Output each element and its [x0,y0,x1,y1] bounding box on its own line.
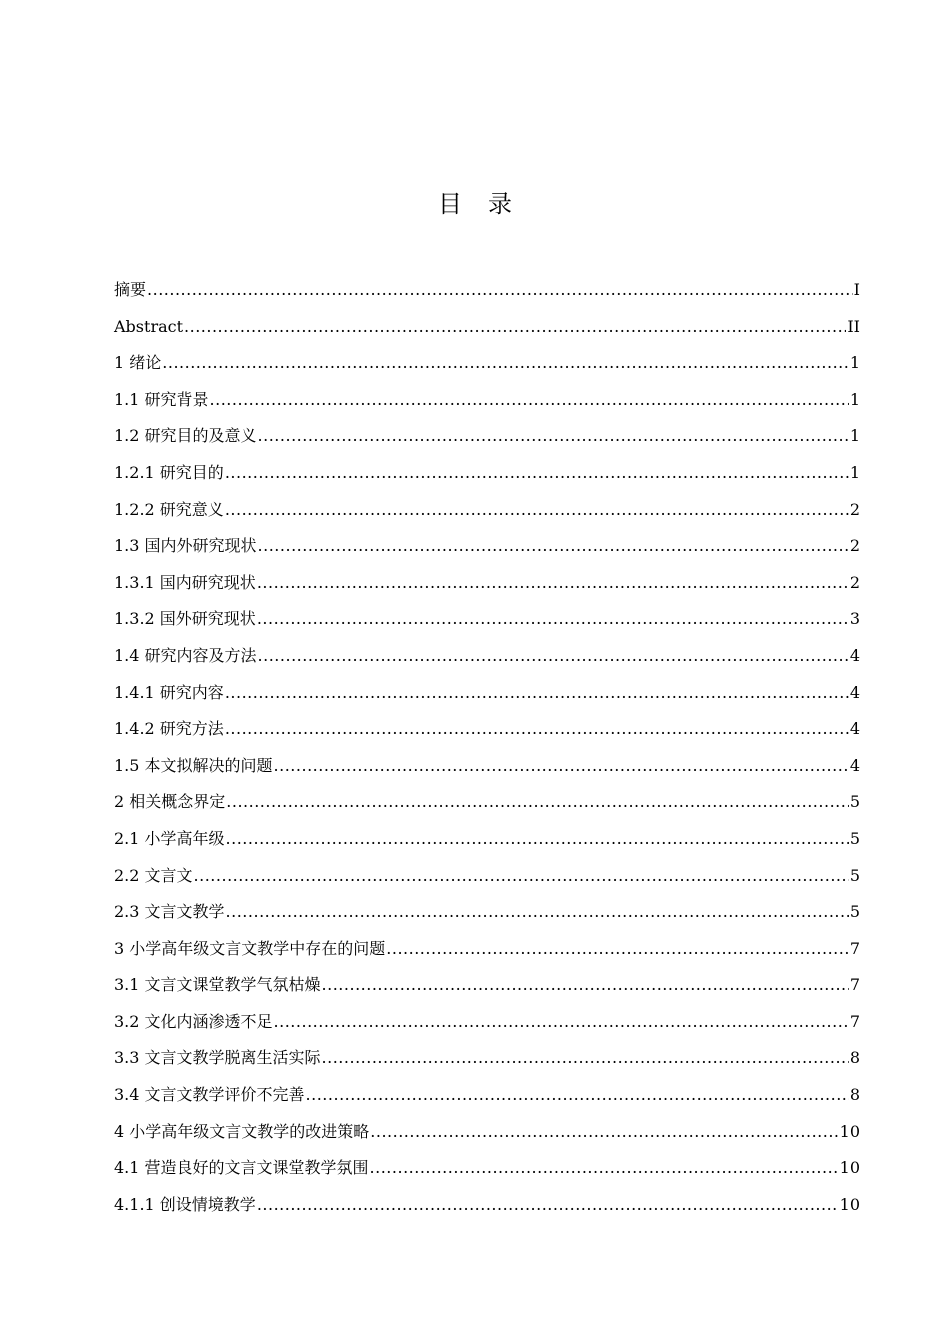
toc-entry-page: 1 [849,426,860,446]
toc-entry[interactable] [114,528,860,565]
dot-leader [258,418,849,455]
dot-leader [370,1150,839,1187]
dot-leader [370,1114,838,1151]
dot-leader [194,858,849,895]
toc-entry-label: 2.1 小学高年级 [114,828,225,848]
toc-entry-page: 4 [849,682,860,702]
toc-entry[interactable] [114,967,860,1004]
toc-entry[interactable] [114,601,860,638]
toc-entry-page: I [853,280,860,299]
dot-leader [226,894,849,931]
toc-entry-label: 1.3.1 国内研究现状 [114,572,256,592]
toc-entry-page: 7 [849,975,860,995]
toc-entry[interactable] [114,675,860,712]
dot-leader [147,272,853,309]
toc-entry-label: 1.3 国内外研究现状 [114,536,257,556]
toc-entry[interactable] [114,565,860,602]
toc-entry-label: 2.2 文言文 [114,865,193,885]
toc-entry-page: 10 [839,1158,860,1178]
dot-leader [225,455,849,492]
dot-leader [225,675,849,712]
dot-leader [386,931,849,968]
toc-entry[interactable] [114,711,860,748]
toc-entry-page: 10 [839,1121,860,1141]
toc-entry[interactable] [114,638,860,675]
dot-leader [322,967,849,1004]
toc-entry-label: 摘要 [114,280,147,299]
dot-leader [322,1040,849,1077]
toc-entry[interactable] [114,492,860,529]
toc-entry-label: 2 相关概念界定 [114,792,226,812]
toc-entry-label: 1.2.2 研究意义 [114,499,224,519]
toc-entry-page: 4 [849,645,860,665]
toc-entry-label: 2.3 文言文教学 [114,902,225,922]
toc-entry[interactable] [114,784,860,821]
dot-leader [184,309,846,346]
toc-entry[interactable] [114,455,860,492]
toc-entry[interactable] [114,821,860,858]
toc-entry[interactable] [114,418,860,455]
toc-entry-page: 4 [849,719,860,739]
toc-entry-label: 1.4.2 研究方法 [114,719,224,739]
toc-entry[interactable] [114,382,860,419]
toc-entry[interactable] [114,858,860,895]
toc-entry-page: 7 [849,938,860,958]
toc-entry-label: 3.2 文化内涵渗透不足 [114,1011,273,1031]
toc-entry-page: 2 [849,536,860,556]
toc-entry[interactable] [114,272,860,309]
toc-entry[interactable] [114,1004,860,1041]
toc-entry-page: 8 [849,1048,860,1068]
toc-entry-label: 1.3.2 国外研究现状 [114,609,256,629]
toc-entry-label: 1.1 研究背景 [114,389,209,409]
dot-leader [258,638,849,675]
toc-entry-label: 4.1 营造良好的文言文课堂教学氛围 [114,1158,369,1178]
toc-entry-page: 4 [849,755,860,775]
dot-leader [258,528,849,565]
toc-entry-page: II [847,316,860,336]
toc-entry-label: 4 小学高年级文言文教学的改进策略 [114,1121,370,1141]
dot-leader [210,382,849,419]
toc-entry-page: 8 [849,1085,860,1105]
toc-entry-label: 3 小学高年级文言文教学中存在的问题 [114,938,386,958]
toc-entry-label: 3.1 文言文课堂教学气氛枯燥 [114,975,321,995]
dot-leader [226,821,849,858]
toc-entry[interactable] [114,1114,860,1151]
toc-entry-label: 1.4 研究内容及方法 [114,645,257,665]
toc-entry-page: 5 [849,865,860,885]
toc-entry-label: 3.4 文言文教学评价不完善 [114,1085,305,1105]
toc-entry-page: 5 [849,902,860,922]
dot-leader [274,1004,849,1041]
toc-entry[interactable] [114,931,860,968]
toc-entry-page: 3 [849,609,860,629]
toc-entry-label: 1 绪论 [114,353,162,373]
dot-leader [274,748,849,785]
toc-entry-page: 2 [849,572,860,592]
toc-entry[interactable] [114,894,860,931]
toc-entry[interactable] [114,309,860,346]
toc-entry-label: 1.4.1 研究内容 [114,682,224,702]
toc-entry-label: Abstract [114,316,184,336]
toc-entry-page: 5 [849,792,860,812]
dot-leader [225,492,849,529]
dot-leader [257,601,849,638]
toc-entry-label: 4.1.1 创设情境教学 [114,1194,256,1214]
toc-entry[interactable] [114,1077,860,1114]
toc-entry[interactable] [114,1187,860,1224]
toc-entry-label: 3.3 文言文教学脱离生活实际 [114,1048,321,1068]
dot-leader [225,711,849,748]
toc-entry-label: 1.5 本文拟解决的问题 [114,755,273,775]
table-of-contents [114,272,860,1223]
toc-entry-page: 1 [849,462,860,482]
toc-entry-page: 10 [839,1194,860,1214]
page-title: 目录 [438,190,538,218]
toc-entry-page: 2 [849,499,860,519]
toc-entry-label: 1.2 研究目的及意义 [114,426,257,446]
toc-entry-page: 1 [849,353,860,373]
dot-leader [257,565,849,602]
toc-entry[interactable] [114,748,860,785]
dot-leader [257,1187,839,1224]
toc-entry[interactable] [114,1040,860,1077]
dot-leader [306,1077,849,1114]
toc-entry[interactable] [114,345,860,382]
toc-entry-page: 5 [849,828,860,848]
toc-entry[interactable] [114,1150,860,1187]
dot-leader [162,345,849,382]
toc-entry-label: 1.2.1 研究目的 [114,462,224,482]
dot-leader [226,784,849,821]
toc-entry-page: 7 [849,1011,860,1031]
toc-entry-page: 1 [849,389,860,409]
